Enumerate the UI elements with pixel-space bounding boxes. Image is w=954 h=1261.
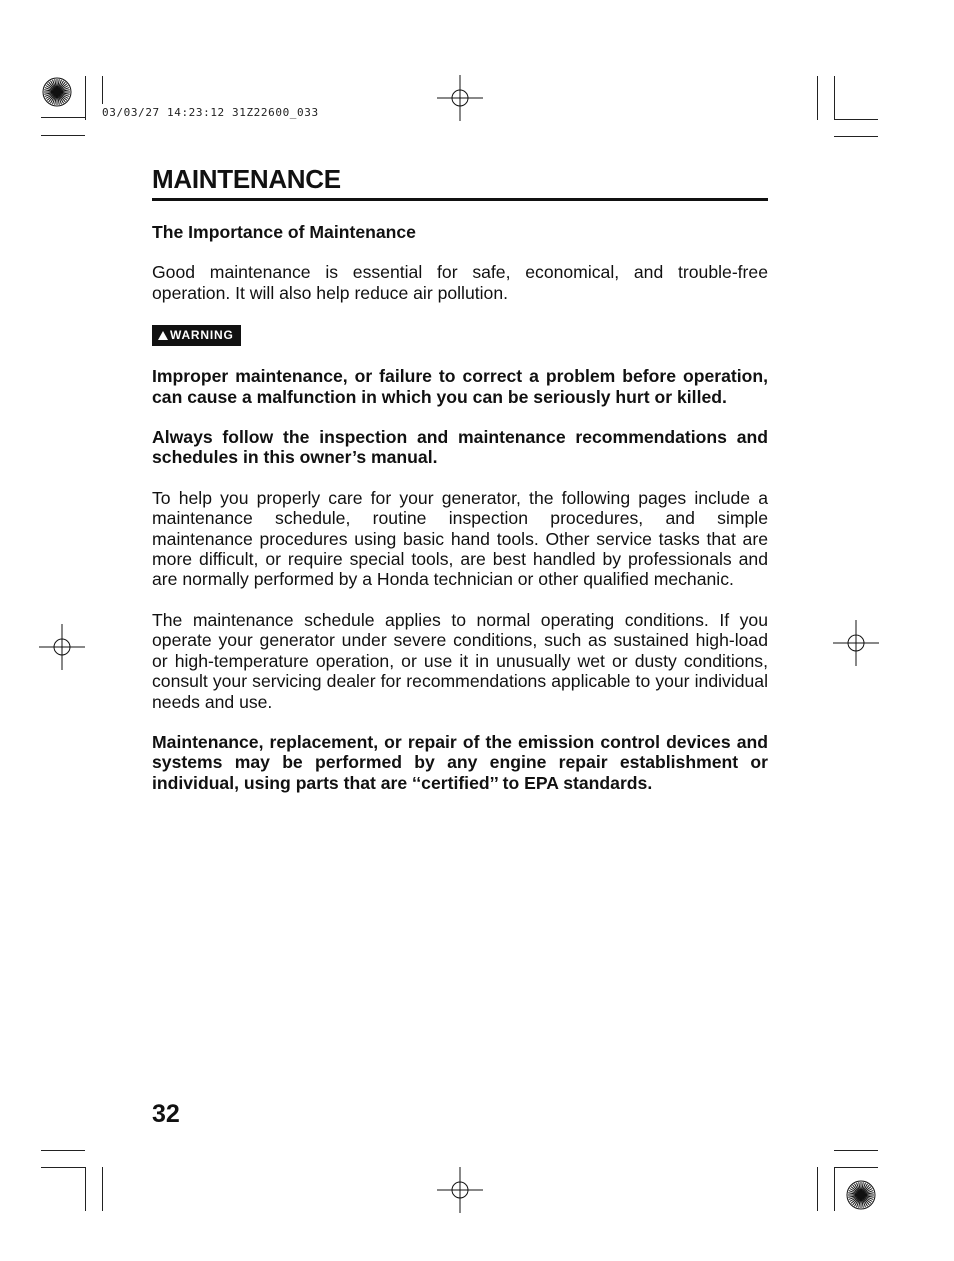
warning-badge	[152, 325, 241, 346]
starburst-registration-icon	[846, 1180, 876, 1210]
warning-text-1: Improper maintenance, or failure to correct a problem before operation, can cause a malfunction in which you can be seriously hurt or killed.	[152, 366, 768, 407]
section-title: MAINTENANCE	[152, 164, 341, 194]
print-timestamp: 03/03/27 14:23:12 31Z22600_033	[102, 106, 319, 119]
title-rule	[152, 198, 768, 201]
intro-paragraph: Good maintenance is essential for safe, economical, and trouble-free operation. It will also help reduce air pollution.	[152, 262, 768, 303]
subheading: The Importance of Maintenance	[152, 222, 416, 242]
crosshair-registration-icon	[39, 624, 85, 670]
warning-label: WARNING	[170, 328, 234, 343]
warning-label-row	[152, 323, 768, 366]
crosshair-registration-icon	[437, 75, 483, 121]
crosshair-registration-icon	[437, 1167, 483, 1213]
care-paragraph: To help you properly care for your generator, the following pages include a maintenance schedule, routine inspection procedures, and simple maintenance procedures using basic hand tools. Other service tasks that are more difficult, or require special tools, are best handled by professionals and are normally performed by a Honda technician or other qualified mechanic.	[152, 487, 768, 590]
page-body	[152, 222, 768, 813]
warning-text-2: Always follow the inspection and maintenance recommendations and schedules in this owner’s manual.	[152, 427, 768, 468]
emission-paragraph: Maintenance, replacement, or repair of the emission control devices and systems may be performed by any engine repair establishment or individual, using parts that are ‘‘certified’’ to EPA standards.	[152, 731, 768, 793]
starburst-registration-icon	[42, 77, 72, 107]
crosshair-registration-icon	[833, 620, 879, 666]
schedule-paragraph: The maintenance schedule applies to normal operating conditions. If you operate your generator under severe conditions, such as sustained high-load or high-temperature operation, or use it in unusually wet or dusty conditions, consult your servicing dealer for recommendations applicable to your individual needs and use.	[152, 609, 768, 712]
warning-triangle-icon	[158, 331, 168, 340]
page-number: 32	[152, 1100, 180, 1128]
